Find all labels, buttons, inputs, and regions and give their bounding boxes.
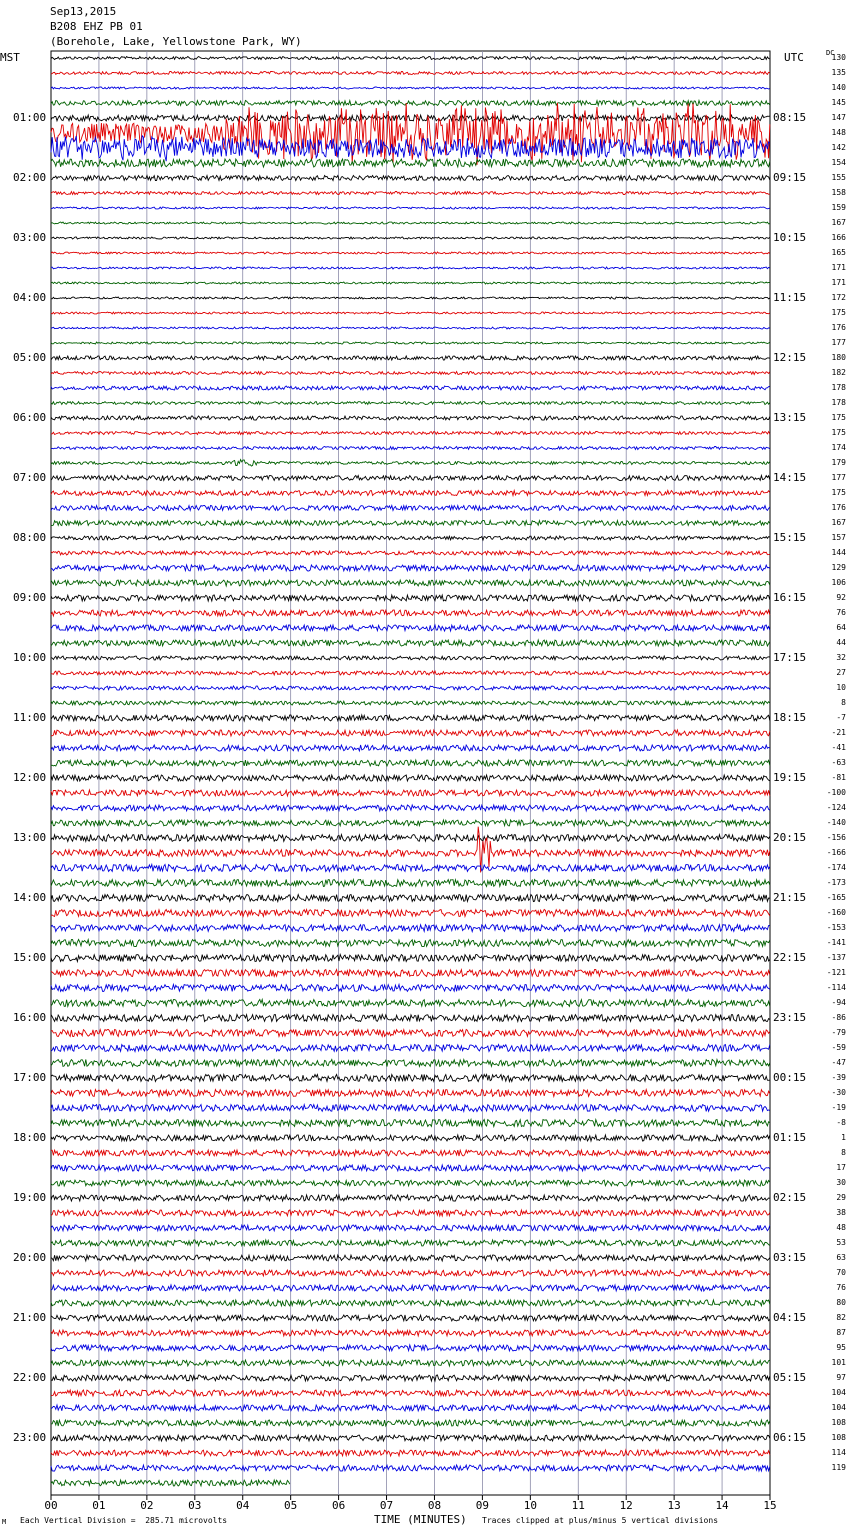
- dc-offset-label: 82: [836, 1313, 846, 1322]
- dc-offset-label: 95: [836, 1343, 846, 1352]
- utc-hour-label: 16:15: [773, 591, 807, 604]
- trace-row: [51, 805, 770, 811]
- x-tick-label: 15: [763, 1499, 777, 1512]
- trace-row: [51, 87, 770, 89]
- date-label: Sep13,2015: [50, 5, 117, 18]
- trace-row: [51, 1045, 770, 1052]
- trace-row: [51, 1120, 770, 1127]
- dc-offset-label: 27: [836, 668, 846, 677]
- dc-offset-label: 175: [831, 428, 846, 437]
- trace-row: [51, 955, 770, 962]
- trace-row: [51, 701, 770, 705]
- dc-offset-label: 130: [831, 53, 846, 62]
- x-tick-label: 01: [92, 1499, 106, 1512]
- dc-offset-label: 159: [831, 203, 846, 212]
- trace-row: [51, 865, 770, 872]
- dc-offset-label: 48: [836, 1223, 846, 1232]
- x-ticks: [44, 1495, 776, 1512]
- dc-offset-label: 30: [836, 1178, 846, 1187]
- trace-row: [51, 356, 770, 360]
- dc-offset-label: 171: [831, 263, 846, 272]
- utc-hour-label: 22:15: [773, 951, 807, 964]
- dc-offset-label: 155: [831, 173, 846, 182]
- dc-offset-label: -124: [826, 803, 846, 812]
- x-tick-label: 09: [475, 1499, 490, 1512]
- mst-hour-label: 11:00: [13, 711, 47, 724]
- trace-row: [51, 1000, 770, 1007]
- utc-hour-label: 03:15: [773, 1251, 807, 1264]
- trace-row: [51, 610, 770, 616]
- trace-row: [51, 176, 770, 181]
- dc-offset-label: 145: [831, 98, 846, 107]
- x-tick-label: 12: [619, 1499, 633, 1512]
- trace-row: [51, 580, 770, 586]
- mst-hour-label: 01:00: [13, 111, 47, 124]
- mst-hour-label: 02:00: [13, 171, 47, 184]
- mst-hour-label: 20:00: [13, 1251, 47, 1264]
- dc-offset-label: -166: [826, 848, 846, 857]
- dc-offset-label: 76: [836, 1283, 846, 1292]
- trace-row: [51, 1285, 770, 1291]
- dc-offset-label: -153: [826, 923, 846, 932]
- trace-row: [51, 715, 770, 721]
- x-tick-label: 10: [523, 1499, 537, 1512]
- dc-offset-label: 80: [836, 1298, 846, 1307]
- dc-offset-label: -30: [831, 1088, 846, 1097]
- dc-offset-label: -121: [826, 968, 846, 977]
- trace-row: [51, 372, 770, 375]
- trace-row: [51, 386, 770, 390]
- trace-row: [51, 297, 770, 299]
- dc-offset-label: -8: [836, 1118, 846, 1127]
- scale-note: Each Vertical Division = 285.71 microvolts: [20, 1516, 228, 1525]
- dc-offset-label: 10: [836, 683, 846, 692]
- dc-offset-label: 76: [836, 608, 846, 617]
- dc-offset-label: 171: [831, 278, 846, 287]
- trace-row: [51, 432, 770, 435]
- utc-hour-label: 04:15: [773, 1311, 807, 1324]
- utc-hour-label: 14:15: [773, 471, 807, 484]
- station-label: B208 EHZ PB 01: [50, 20, 143, 33]
- dc-offset-label: 158: [831, 188, 846, 197]
- dc-offset-label: 17: [836, 1163, 846, 1172]
- dc-offset-label: 70: [836, 1268, 846, 1277]
- mst-hour-label: 23:00: [13, 1431, 47, 1444]
- x-tick-label: 05: [284, 1499, 298, 1512]
- dc-axis-title: DC: [826, 49, 835, 57]
- trace-row: [51, 595, 770, 601]
- trace-row: [51, 1330, 770, 1336]
- dc-offset-label: -86: [831, 1013, 846, 1022]
- trace-row: [51, 460, 770, 467]
- trace-row: [51, 159, 770, 167]
- trace-row: [51, 1210, 770, 1216]
- mst-hour-label: 19:00: [13, 1191, 47, 1204]
- dc-offset-label: 64: [836, 623, 846, 632]
- dc-offset-label: 147: [831, 113, 846, 122]
- dc-offset-label: -114: [826, 983, 846, 992]
- utc-hour-label: 10:15: [773, 231, 807, 244]
- utc-hour-label: 13:15: [773, 411, 807, 424]
- trace-row: [51, 1165, 770, 1171]
- dc-offset-label: 108: [831, 1418, 846, 1427]
- trace-row: [51, 625, 770, 631]
- trace-row: [51, 252, 770, 254]
- dc-offset-label: 175: [831, 413, 846, 422]
- x-tick-label: 07: [379, 1499, 394, 1512]
- mst-hour-label: 17:00: [13, 1071, 47, 1084]
- trace-row: [51, 1135, 770, 1141]
- trace-row: [51, 1240, 770, 1246]
- trace-row: [51, 476, 770, 481]
- dc-offset-label: 157: [831, 533, 846, 542]
- dc-offset-label: -156: [826, 833, 846, 842]
- trace-row: [51, 282, 770, 284]
- x-tick-label: 03: [188, 1499, 202, 1512]
- trace-row: [51, 327, 770, 329]
- trace-row: [51, 207, 770, 209]
- dc-offset-label: 53: [836, 1238, 846, 1247]
- trace-row: [51, 267, 770, 269]
- trace-row: [51, 1405, 770, 1411]
- dc-offset-label: 104: [831, 1388, 846, 1397]
- dc-offset-label: 176: [831, 503, 846, 512]
- mst-hour-label: 09:00: [13, 591, 47, 604]
- trace-row: [51, 835, 770, 842]
- clip-note: Traces clipped at plus/minus 5 vertical divisions: [482, 1516, 719, 1525]
- dc-offset-label: 174: [831, 443, 846, 452]
- dc-offset-label: 182: [831, 368, 846, 377]
- x-tick-label: 13: [667, 1499, 681, 1512]
- trace-row: [51, 925, 770, 932]
- dc-offset-label: -174: [826, 863, 846, 872]
- dc-offset-label: 101: [831, 1358, 846, 1367]
- trace-row: [51, 671, 770, 675]
- utc-hour-label: 09:15: [773, 171, 807, 184]
- dc-offset-label: -41: [831, 743, 846, 752]
- utc-hour-label: 23:15: [773, 1011, 807, 1024]
- dc-offset-label: -63: [831, 758, 846, 767]
- trace-row: [51, 1195, 770, 1201]
- trace-row: [51, 1315, 770, 1321]
- trace-row: [51, 72, 770, 75]
- corner-mark: M: [2, 1518, 7, 1526]
- dc-offset-label: 29: [836, 1193, 846, 1202]
- mst-hour-label: 06:00: [13, 411, 47, 424]
- dc-offset-label: 108: [831, 1433, 846, 1442]
- dc-offset-label: 142: [831, 143, 846, 152]
- trace-row: [51, 1015, 770, 1022]
- trace-row: [51, 312, 770, 314]
- dc-offset-label: 180: [831, 353, 846, 362]
- dc-offset-label: 175: [831, 308, 846, 317]
- mst-hour-label: 08:00: [13, 531, 47, 544]
- mst-hour-label: 04:00: [13, 291, 47, 304]
- dc-offset-label: -47: [831, 1058, 846, 1067]
- trace-row: [51, 1480, 290, 1486]
- utc-hour-label: 00:15: [773, 1071, 807, 1084]
- mst-hour-label: 13:00: [13, 831, 47, 844]
- dc-offset-label: 148: [831, 128, 846, 137]
- dc-offset-label: 119: [831, 1463, 846, 1472]
- mst-hour-label: 03:00: [13, 231, 47, 244]
- trace-row: [51, 342, 770, 344]
- mst-hour-label: 18:00: [13, 1131, 47, 1144]
- trace-row: [51, 775, 770, 781]
- dc-offset-label: 165: [831, 248, 846, 257]
- trace-row: [51, 895, 770, 902]
- mst-hour-label: 12:00: [13, 771, 47, 784]
- dc-offset-label: 92: [836, 593, 846, 602]
- dc-offset-label: -19: [831, 1103, 846, 1112]
- mst-hour-label: 21:00: [13, 1311, 47, 1324]
- trace-row: [51, 402, 770, 405]
- utc-hour-label: 12:15: [773, 351, 807, 364]
- trace-row: [51, 656, 770, 660]
- trace-row: [51, 115, 770, 121]
- trace-row: [51, 745, 770, 751]
- trace-row: [51, 1075, 770, 1082]
- mst-hour-label: 14:00: [13, 891, 47, 904]
- dc-offset-label: 140: [831, 83, 846, 92]
- dc-offset-label: -94: [831, 998, 846, 1007]
- dc-offset-label: 175: [831, 488, 846, 497]
- trace-row: [51, 551, 770, 555]
- trace-row: [51, 1465, 770, 1471]
- x-tick-label: 14: [715, 1499, 729, 1512]
- utc-axis-title: UTC: [784, 51, 804, 64]
- dc-offset-label: 129: [831, 563, 846, 572]
- dc-offset-label: 32: [836, 653, 846, 662]
- trace-row: [51, 880, 770, 887]
- mst-hour-label: 22:00: [13, 1371, 47, 1384]
- dc-offset-label: -81: [831, 773, 846, 782]
- utc-hour-label: 18:15: [773, 711, 807, 724]
- dc-offset-label: 104: [831, 1403, 846, 1412]
- dc-offset-label: -39: [831, 1073, 846, 1082]
- trace-row: [51, 506, 770, 511]
- dc-offset-label: 135: [831, 68, 846, 77]
- trace-row: [51, 491, 770, 496]
- trace-row: [51, 640, 770, 646]
- dc-offset-label: -173: [826, 878, 846, 887]
- dc-offset-label: -141: [826, 938, 846, 947]
- trace-row: [51, 985, 770, 992]
- trace-row: [51, 1360, 770, 1366]
- dc-offset-label: 154: [831, 158, 846, 167]
- trace-row: [51, 1345, 770, 1351]
- dc-offset-label: 97: [836, 1373, 846, 1382]
- seismic-traces: [51, 57, 770, 1487]
- dc-offset-label: 44: [836, 638, 846, 647]
- utc-hour-label: 11:15: [773, 291, 807, 304]
- trace-row: [51, 730, 770, 736]
- trace-row: [51, 536, 770, 540]
- utc-hour-label: 21:15: [773, 891, 807, 904]
- trace-row: [51, 1270, 770, 1276]
- trace-row: [51, 103, 770, 165]
- trace-row: [51, 910, 770, 917]
- utc-hour-label: 20:15: [773, 831, 807, 844]
- trace-row: [51, 521, 770, 526]
- dc-offset-label: -79: [831, 1028, 846, 1037]
- dc-offset-label: -59: [831, 1043, 846, 1052]
- trace-row: [51, 1180, 770, 1186]
- dc-offset-label: -100: [826, 788, 846, 797]
- trace-row: [51, 1225, 770, 1231]
- trace-row: [51, 57, 770, 60]
- dc-offset-label: 8: [841, 698, 846, 707]
- x-tick-label: 08: [427, 1499, 442, 1512]
- location-label: (Borehole, Lake, Yellowstone Park, WY): [50, 35, 302, 48]
- dc-offset-label: 177: [831, 338, 846, 347]
- dc-offset-label: 87: [836, 1328, 846, 1337]
- trace-row: [51, 790, 770, 796]
- x-tick-label: 02: [140, 1499, 154, 1512]
- dc-offset-label: 38: [836, 1208, 846, 1217]
- trace-row: [51, 1420, 770, 1426]
- trace-row: [51, 1105, 770, 1112]
- x-axis-label: TIME (MINUTES): [374, 1513, 467, 1526]
- utc-hour-label: 08:15: [773, 111, 807, 124]
- dc-offset-label: -7: [836, 713, 846, 722]
- mst-hour-label: 10:00: [13, 651, 47, 664]
- trace-row: [51, 101, 770, 106]
- trace-row: [51, 1375, 770, 1381]
- utc-hour-label: 06:15: [773, 1431, 807, 1444]
- trace-row: [51, 1060, 770, 1067]
- dc-offset-label: -165: [826, 893, 846, 902]
- dc-offset-label: 144: [831, 548, 846, 557]
- dc-offset-label: -160: [826, 908, 846, 917]
- dc-offset-label: 1: [841, 1133, 846, 1142]
- utc-hour-label: 17:15: [773, 651, 807, 664]
- trace-row: [51, 565, 770, 571]
- utc-hour-label: 15:15: [773, 531, 807, 544]
- dc-offset-label: 106: [831, 578, 846, 587]
- dc-offset-label: 172: [831, 293, 846, 302]
- trace-row: [51, 447, 770, 450]
- dc-offset-label: -137: [826, 953, 846, 962]
- mst-hour-label: 05:00: [13, 351, 47, 364]
- x-tick-label: 04: [236, 1499, 250, 1512]
- dc-offset-label: 8: [841, 1148, 846, 1157]
- dc-offset-label: -21: [831, 728, 846, 737]
- trace-row: [51, 222, 770, 224]
- trace-row: [51, 970, 770, 977]
- trace-row: [51, 1150, 770, 1156]
- dc-offset-label: 179: [831, 458, 846, 467]
- trace-row: [51, 686, 770, 690]
- utc-hour-label: 05:15: [773, 1371, 807, 1384]
- x-tick-label: 11: [571, 1499, 585, 1512]
- dc-offset-label: 167: [831, 218, 846, 227]
- trace-row: [51, 1435, 770, 1441]
- trace-row: [51, 760, 770, 766]
- x-tick-label: 00: [44, 1499, 58, 1512]
- dc-offset-label: 63: [836, 1253, 846, 1262]
- utc-hour-label: 01:15: [773, 1131, 807, 1144]
- dc-offset-label: 178: [831, 383, 846, 392]
- trace-row: [51, 416, 770, 420]
- utc-hour-label: 02:15: [773, 1191, 807, 1204]
- dc-offset-label: 177: [831, 473, 846, 482]
- dc-offset-label: 167: [831, 518, 846, 527]
- x-tick-label: 06: [331, 1499, 346, 1512]
- dc-offset-label: 114: [831, 1448, 846, 1457]
- mst-hour-label: 15:00: [13, 951, 47, 964]
- utc-hour-label: 19:15: [773, 771, 807, 784]
- mst-hour-label: 07:00: [13, 471, 47, 484]
- trace-row: [51, 1030, 770, 1037]
- trace-row: [51, 192, 770, 195]
- trace-row: [51, 237, 770, 239]
- dc-offset-label: 166: [831, 233, 846, 242]
- dc-offset-label: 178: [831, 398, 846, 407]
- mst-hour-label: 16:00: [13, 1011, 47, 1024]
- trace-row: [51, 1450, 770, 1456]
- mst-axis-title: MST: [0, 51, 20, 64]
- trace-row: [51, 1390, 770, 1396]
- dc-offset-label: 176: [831, 323, 846, 332]
- trace-row: [51, 1090, 770, 1097]
- trace-row: [51, 1255, 770, 1261]
- trace-row: [51, 820, 770, 826]
- trace-row: [51, 940, 770, 947]
- dc-offset-label: -140: [826, 818, 846, 827]
- trace-row: [51, 1300, 770, 1306]
